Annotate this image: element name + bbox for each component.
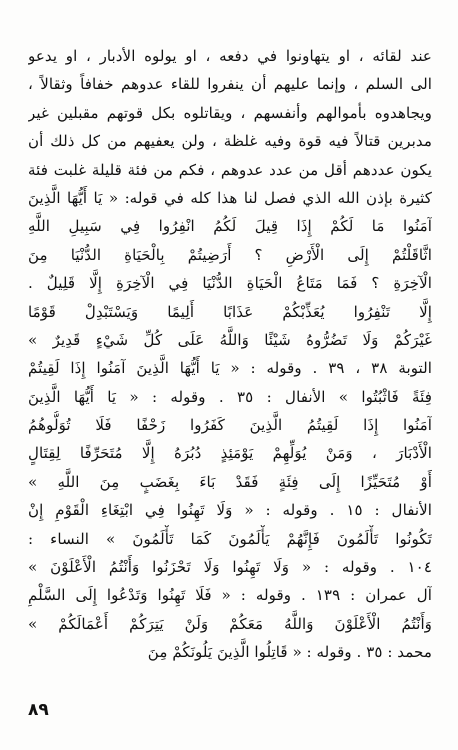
- text-line: يكون عددهم أقل من عدد عدوهم ، فكم من فئة قليلة غلبت فئة: [28, 160, 432, 179]
- text-line: ١٠٤ . وقوله : « وَلَا تَهِنُوا وَلَا تَحْزَنُوا وَأَنْتُمُ الْأَعْلَوْنَ »: [28, 558, 432, 577]
- text-line: عند لقائه ، او يتهاونوا في دفعه ، او يولوه الأدبار ، او يدعو: [28, 47, 432, 65]
- page-number: ٨٩: [28, 700, 49, 720]
- text-line: كثيرة بإذن الله الذي فصل لنا هذا كله في قوله: « يَا أَيُّهَا الَّذِينَ: [28, 188, 432, 207]
- text-line: اثَّاقَلْتُمْ إِلَى الْأَرْضِ ؟ أَرَضِيتُمْ بِالْحَيَاةِ الدُّنْيَا مِنَ: [28, 245, 432, 264]
- text-line: آل عمران : ١٣٩ . وقوله : « فَلَا تَهِنُوا وَتَدْعُوا إِلَى السَّلْمِ: [28, 586, 432, 605]
- text-line: محمد : ٣٥ . وقوله : « قَاتِلُوا الَّذِينَ يَلُونَكُمْ مِنَ: [147, 643, 432, 662]
- text-line: تَكُونُوا تَأْلَمُونَ فَإِنَّهُمْ يَأْلَمُونَ كَمَا تَأْلَمُونَ » النساء :: [28, 529, 432, 548]
- body-text: [28, 42, 432, 667]
- text-line: إِلَّا تَنْفِرُوا يُعَذِّبْكُمْ عَذَابًا أَلِيمًا وَيَسْتَبْدِلْ قَوْمًا: [28, 302, 432, 321]
- text-line: الأنفال : ١٥ . وقوله : « وَلَا تَهِنُوا فِي ابْتِغَاءِ الْقَوْمِ إِنْ: [28, 501, 432, 520]
- text-line: فِئَةً فَاثْبُتُوا » الأنفال : ٣٥ . وقوله : « يَا أَيُّهَا الَّذِينَ: [28, 387, 432, 406]
- text-line: آمَنُوا إِذَا لَقِيتُمُ الَّذِينَ كَفَرُوا زَحْفًا فَلَا تُوَلُّوهُمُ: [28, 416, 432, 435]
- text-line: الى السلم ، وإنما عليهم أن ينفروا للقاء عدوهم خفافاً وثقالاً ،: [28, 75, 432, 94]
- text-line: وَأَنْتُمُ الْأَعْلَوْنَ وَاللَّهُ مَعَكُمْ وَلَنْ يَتِرَكُمْ أَعْمَالَكُمْ »: [28, 614, 432, 633]
- text-line: الْأَدْبَارَ ، وَمَنْ يُوَلِّهِمْ يَوْمَئِذٍ دُبُرَهُ إِلَّا مُتَحَرِّفًا لِقِتَالٍ: [28, 444, 432, 463]
- text-line: أَوْ مُتَحَيِّزًا إِلَى فِئَةٍ فَقَدْ بَاءَ بِغَضَبٍ مِنَ اللَّهِ »: [28, 472, 432, 491]
- text-line: التوبة ٣٨ ، ٣٩ . وقوله : « يَا أَيُّهَا الَّذِينَ آمَنُوا إِذَا لَقِيتُمْ: [28, 359, 432, 378]
- text-line: الْآخِرَةِ ؟ فَمَا مَتَاعُ الْحَيَاةِ الدُّنْيَا فِي الْآخِرَةِ إِلَّا قَلِيلٌ .: [28, 274, 432, 293]
- text-line: ويجاهدوه بأموالهم وأنفسهم ، ويقاتلوه بكل قوتهم مقبلين غير: [28, 103, 432, 122]
- text-line: مدبرين قتالاً فيه قوة وفيه غلظة ، ولن يعفيهم من كل ذلك أن: [28, 132, 432, 151]
- text-line: غَيْرَكُمْ وَلَا تَضُرُّوهُ شَيْئًا وَاللَّهُ عَلَى كُلِّ شَيْءٍ قَدِيرٌ »: [28, 330, 432, 349]
- text-line: آمَنُوا مَا لَكُمْ إِذَا قِيلَ لَكُمُ انْفِرُوا فِي سَبِيلِ اللَّهِ: [28, 217, 432, 236]
